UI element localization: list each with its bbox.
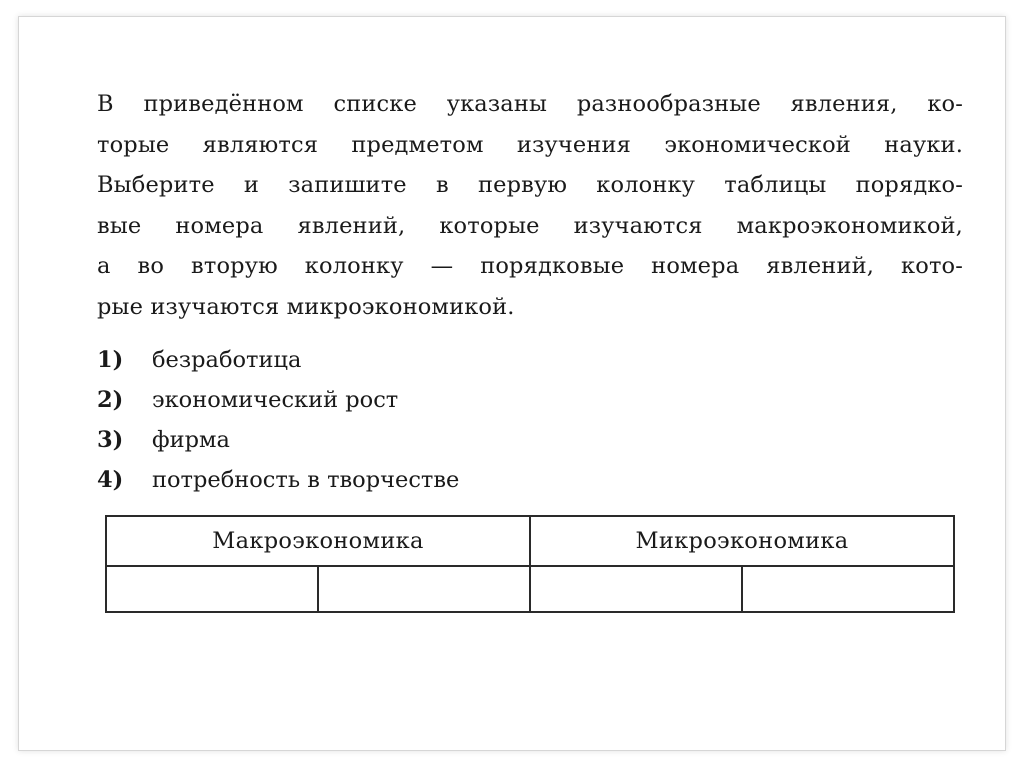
option-item <box>97 340 459 380</box>
option-number: 1) <box>97 347 124 373</box>
table-header-row <box>106 516 954 566</box>
options-list <box>97 340 459 500</box>
option-number: 4) <box>97 467 124 493</box>
option-text: потребность в творчестве <box>152 467 460 493</box>
option-text: фирма <box>152 427 230 453</box>
answer-table <box>105 515 955 613</box>
option-number: 3) <box>97 427 124 453</box>
option-number: 2) <box>97 387 124 413</box>
header-macroeconomics: Макроэкономика <box>106 516 530 566</box>
answer-cell-micro-1[interactable] <box>530 566 742 612</box>
option-item <box>97 380 459 420</box>
table-answer-row <box>106 566 954 612</box>
answer-cell-micro-2[interactable] <box>742 566 954 612</box>
task-line: торые являются предметом изучения экономической науки. <box>97 131 963 158</box>
task-line: Выберите и запишите в первую колонку таблицы порядко- <box>97 172 963 198</box>
header-microeconomics: Микроэкономика <box>530 516 954 566</box>
option-text: безработица <box>152 347 302 373</box>
option-text: экономический рост <box>152 387 399 413</box>
task-line: В приведённом списке указаны разнообразные явления, ко- <box>97 91 963 117</box>
option-item <box>97 420 459 460</box>
answer-cell-macro-1[interactable] <box>106 566 318 612</box>
task-line: рые изучаются микроэкономикой. <box>97 293 515 320</box>
option-item <box>97 460 459 500</box>
task-text <box>97 84 963 327</box>
task-line: а во вторую колонку — порядковые номера явлений, кото- <box>97 253 963 279</box>
answer-cell-macro-2[interactable] <box>318 566 530 612</box>
task-line: вые номера явлений, которые изучаются макроэкономикой, <box>97 212 963 239</box>
